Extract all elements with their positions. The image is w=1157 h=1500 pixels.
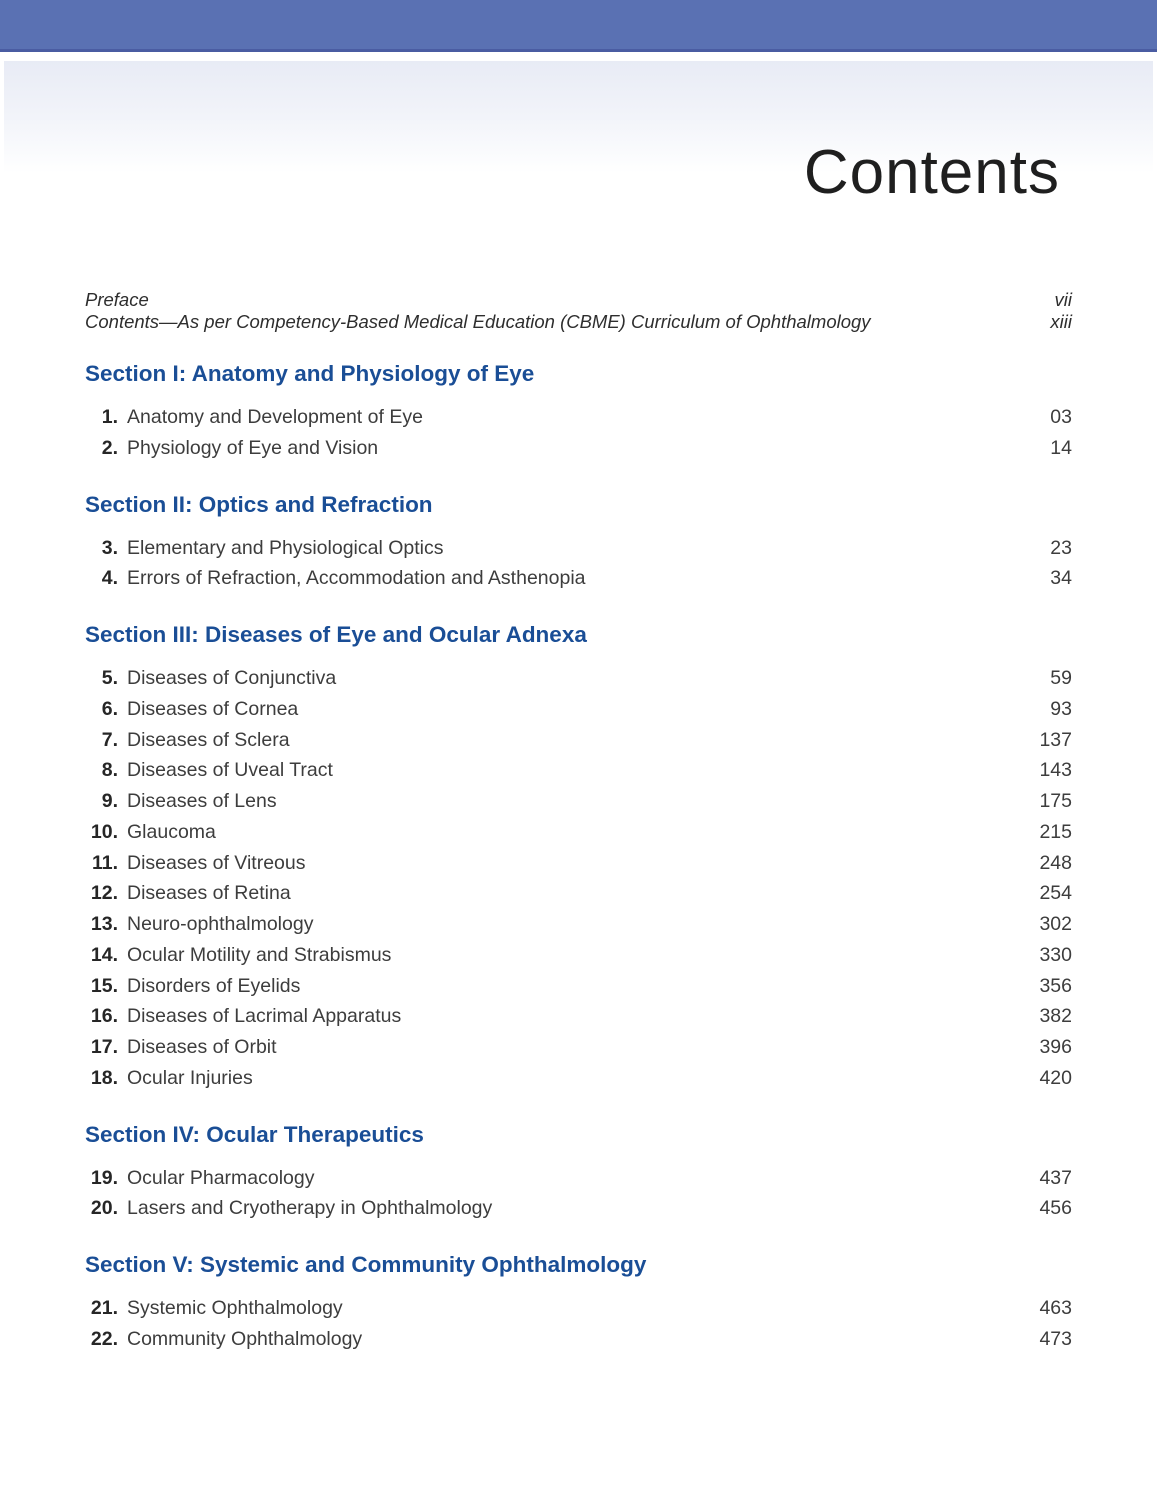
chapter-page-number: 382 [1039,1005,1072,1028]
chapter-title: Diseases of Lacrimal Apparatus [127,1005,402,1028]
chapter-page-number: 463 [1039,1297,1072,1319]
chapter-number: 2. [101,436,118,459]
toc-entry [85,817,1072,848]
chapter-title: Diseases of Vitreous [127,851,306,874]
toc-entry [85,694,1072,725]
chapter-page-number: 420 [1039,1066,1072,1089]
chapter-number: 8. [101,759,118,782]
chapter-number: 3. [101,536,118,559]
toc-section-2 [85,490,1072,595]
toc-content [0,173,1157,1355]
toc-entry [85,971,1072,1002]
chapter-number: 22. [90,1327,118,1350]
chapter-page-number: 215 [1039,820,1072,843]
toc-entry [85,1293,1072,1324]
chapter-title: Lasers and Cryotherapy in Ophthalmology [127,1197,493,1220]
toc-entry [85,878,1072,909]
chapter-page-number: 456 [1039,1197,1072,1220]
chapter-number: 19. [90,1166,118,1189]
toc-section-1 [85,359,1072,464]
chapter-page-number: 248 [1039,851,1072,874]
chapter-number: 7. [101,728,118,751]
chapter-title: Diseases of Retina [127,882,291,905]
toc-entry [85,1001,1072,1032]
toc-section-3 [85,620,1072,1094]
chapter-number: 13. [90,913,118,935]
chapter-title: Diseases of Conjunctiva [127,667,337,689]
chapter-number: 12. [90,882,118,905]
chapter-page-number: 23 [1050,536,1072,559]
toc-entry [85,1324,1072,1355]
chapter-page-number: 175 [1039,790,1072,812]
chapter-page-number: 254 [1039,882,1072,905]
chapter-number: 10. [90,820,118,843]
chapter-page-number: 14 [1050,436,1072,459]
chapter-number: 16. [90,1005,118,1028]
toc-entry [85,402,1072,433]
chapter-page-number: 34 [1050,567,1072,590]
toc-section-4 [85,1120,1072,1225]
chapter-title: Anatomy and Development of Eye [127,406,423,428]
chapter-title: Diseases of Sclera [127,728,290,751]
chapter-title: Community Ophthalmology [127,1327,363,1350]
chapter-title: Diseases of Cornea [127,697,299,720]
toc-entry [85,848,1072,879]
toc-entry [85,1163,1072,1194]
toc-entry [85,940,1072,971]
front-matter-row [85,311,1072,333]
chapter-title: Ocular Injuries [127,1066,253,1089]
chapter-number: 14. [90,943,118,966]
chapter-number: 1. [101,406,118,428]
front-matter-label: Contents—As per Competency-Based Medical Education (CBME) Curriculum of Ophthalmology [85,311,871,332]
chapter-title: Neuro-ophthalmology [127,913,314,935]
toc-entry [85,725,1072,756]
chapter-title: Systemic Ophthalmology [127,1297,343,1319]
chapter-page-number: 143 [1039,759,1072,782]
toc-entry [85,1193,1072,1224]
toc-section-5 [85,1250,1072,1355]
chapter-title: Glaucoma [127,820,216,843]
section-heading: Section III: Diseases of Eye and Ocular Adnexa [85,622,587,647]
toc-entry [85,909,1072,940]
chapter-number: 17. [90,1036,118,1058]
chapter-page-number: 330 [1039,943,1072,966]
chapter-number: 9. [101,790,118,812]
chapter-page-number: 356 [1039,974,1072,997]
chapter-page-number: 137 [1039,728,1072,751]
front-matter [85,289,1072,333]
chapter-page-number: 396 [1039,1036,1072,1058]
chapter-title: Elementary and Physiological Optics [127,536,444,559]
toc-entry [85,563,1072,594]
toc-entry [85,533,1072,564]
chapter-title: Errors of Refraction, Accommodation and Asthenopia [127,567,586,590]
section-heading: Section V: Systemic and Community Ophthalmology [85,1252,647,1277]
chapter-page-number: 03 [1050,406,1072,428]
front-matter-label: Preface [85,289,149,310]
chapter-title: Diseases of Orbit [127,1036,277,1058]
toc-entry [85,1032,1072,1063]
toc-entry [85,786,1072,817]
toc-entry [85,433,1072,464]
chapter-title: Disorders of Eyelids [127,974,301,997]
toc-entry [85,663,1072,694]
chapter-number: 6. [101,697,118,720]
chapter-number: 11. [91,851,118,874]
chapter-title: Diseases of Uveal Tract [127,759,333,782]
toc-entry [85,1063,1072,1094]
front-matter-page-number: vii [1054,289,1072,310]
chapter-number: 18. [90,1066,118,1089]
top-banner [0,0,1157,52]
chapter-page-number: 302 [1039,913,1072,935]
chapter-page-number: 59 [1050,667,1072,689]
front-matter-row [85,289,1072,311]
toc-entry [85,755,1072,786]
section-heading: Section IV: Ocular Therapeutics [85,1121,424,1147]
chapter-title: Physiology of Eye and Vision [127,436,379,459]
chapter-number: 4. [101,567,118,590]
section-heading: Section I: Anatomy and Physiology of Eye [85,361,535,386]
chapter-title: Ocular Motility and Strabismus [127,943,392,966]
chapter-title: Diseases of Lens [127,790,277,812]
chapter-page-number: 93 [1050,697,1072,720]
chapter-number: 15. [90,974,118,997]
chapter-number: 5. [101,667,118,689]
front-matter-page-number: xiii [1050,311,1072,332]
chapter-number: 21. [90,1297,118,1319]
chapter-page-number: 473 [1039,1327,1072,1350]
chapter-number: 20. [90,1197,118,1220]
chapter-page-number: 437 [1039,1166,1072,1189]
section-heading: Section II: Optics and Refraction [85,491,433,517]
page-title: Contents [803,138,1060,207]
chapter-title: Ocular Pharmacology [127,1166,315,1189]
